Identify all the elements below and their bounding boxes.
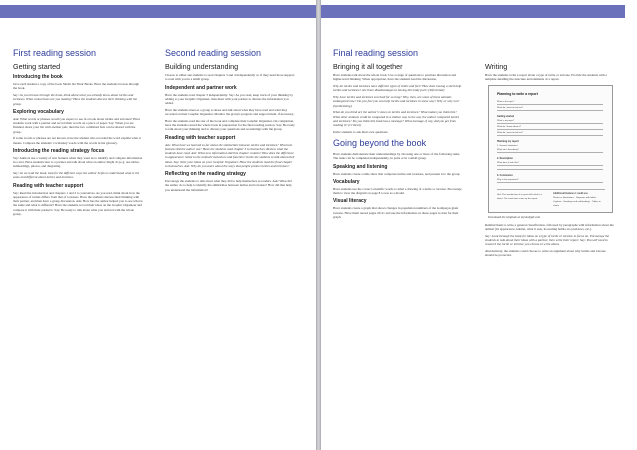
section-heading: Reading with teacher support: [13, 182, 84, 189]
form-heading: Planning my report: [497, 139, 519, 143]
column-first-session: [13, 48, 143, 219]
form-features-title: Additional features I could use: [553, 191, 588, 195]
paragraph: Choose to either ask students to read chapters 3 and 4 independently or, if they need more support, to read with you in a small group.: [165, 73, 295, 82]
discussion-question: Why have turtles and tortoises survived for so long? Why, then, are some of these animals endangered now? Do you feel you can help turtles and tortoises in some way? Why or why not? (Synthesizing): [333, 95, 460, 108]
left-page: [0, 0, 316, 450]
form-line: [497, 152, 603, 153]
form-question: Why is this important?: [497, 178, 519, 181]
form-line: [497, 169, 603, 170]
paragraph: Have the students write a report about a type of turtle or tortoise. Provide the students with a template detailing the structure and elements of a report.: [485, 73, 607, 82]
form-footer: [497, 189, 605, 207]
session-title: Second reading session: [165, 48, 262, 58]
section-heading: Reflecting on the reading strategy: [165, 171, 246, 177]
session-title: First reading session: [13, 48, 97, 58]
section-heading: Exploring vocabulary: [13, 108, 64, 115]
form-question: What do I know about it?: [497, 125, 522, 128]
paragraph: Encourage the students to talk about what they did to help themselves as readers. Ask: What did the author do to help to identify the similarities between turtles and tortoises? How did that help you understand the information?: [165, 179, 292, 192]
discussion-question: Why do turtles and tortoises have different types of shells and feet? How does having a shell help turtles and tortoises? Are there disadvantages to having this body part? (Inferential): [333, 84, 462, 93]
paragraph: Have students demonstrate their understandings by choosing one or more of the following tasks. The tasks can be completed independently, in pairs or in a small group.: [333, 152, 461, 161]
paragraph: Ask: What words or phrases would you expect to see in a book about turtles and tortoises? Have students work with a partner and record their words on a piece of paper. Say: When you are finished, share your list with another pair, then the two combined lists can be shared with the group.: [13, 116, 141, 134]
form-question: What am I describing?: [497, 148, 519, 151]
form-line: [497, 135, 603, 136]
section-heading: Vocabulary: [333, 178, 360, 185]
paragraph: Have the students meet as a group to share and talk about what they have read and what they recorded on their Graphic Organizer. Monitor the group's progress and support them, if necessary.: [165, 107, 295, 116]
form-question: What is the topic?: [497, 100, 515, 103]
section-heading: Reading with teacher support: [165, 134, 236, 141]
paragraph: If some words or phrases are not known, have the student who recorded the word explain what it means. Compare the students' vocabulary words with the words in the glossary.: [13, 136, 141, 145]
paragraph: Alternatively, the students could choose to write an argument about why turtles and tortoise should be protected.: [485, 249, 606, 258]
paragraph: Say: Look through the book for ideas on a type of turtle or tortoise to focus on. Encourage the students to talk about their ideas with a partner, then write their report. Say: You will need to research the turtle or tortoise you choose to write about.: [485, 233, 610, 247]
template-caption: Download the template at mystudypit.com: [488, 214, 541, 219]
paragraph: Ask: What have we learned so far about the similarities between turtles and tortoises? What text features did the author use? Have the students read chapter 3 to themselves. Review what the students have read. Ask: What new information did this chapter contain? How does the difference in appearance relate to the animals' behaviors and function? Invite the students to talk about their ideas. Say: Note your ideas on your Graphic Organizer. Have the students read the final chapter to themselves. Ask: Why do you learn about the ways that people protect turtles and tortoises?: [165, 142, 295, 168]
paragraph: Say: As we read the book, look for the different ways the author helps us understand what is the same and different about turtles and tortoises.: [13, 171, 140, 180]
form-question: 1. General statement: [497, 144, 518, 147]
paragraph: Remind them to write a general classification, followed by paragraphs with information about the animal (its appearance, habitat, what it eats, its nesting habits, its predators, etc.).: [485, 222, 614, 231]
paragraph: Have students talk about the whole book. Use a range of questions to promote discussion and higher-level thinking. When appropriate, have the students lead the discussion.: [333, 73, 457, 82]
form-question: What is my topic?: [497, 119, 515, 122]
form-hint: Hint: The introduction of a report tells what it is about. The conclusion sums up the report.: [497, 193, 542, 200]
session-title: Final reading session: [333, 48, 419, 58]
form-heading: 2. Description: [497, 156, 513, 160]
form-line: [497, 104, 603, 105]
form-question: What does it look like?: [497, 161, 519, 164]
section-heading: Speaking and listening: [333, 163, 388, 170]
session-title: Going beyond the book: [333, 138, 427, 148]
paragraph: Invite students to ask their own questions.: [333, 129, 389, 134]
discussion-question: What do you think are the author's views on turtles and tortoises? What makes you think this? What other animals could be compared in a similar way to the way the author compared turtles and tortoises? Do you think this book has a message? What message, if any, did you get from reading it? (Critical): [333, 110, 460, 127]
column-writing: [485, 62, 615, 260]
paragraph: Have the students read chapter 3 independently. Say: As you read, keep track of your thinking by adding to your Graphic Organizer, then meet with your partner to discuss the information you added.: [165, 92, 293, 105]
form-question: What do I want to find out?: [497, 106, 524, 109]
header-band: [321, 5, 625, 18]
form-heading: Getting started: [497, 114, 515, 118]
section-heading: Visual literacy: [333, 198, 367, 205]
form-line: [497, 165, 603, 166]
paragraph: Say: Read the introduction and chapters 1 and 2 to yourselves. As you read, think about how the appearance of turtles differs from that of tortoises. Have the students discuss their thinking with their partner, and then have a group discussion. Ask: How has the author helped you to see what is the same and what is different? Have the students record their ideas on the Graphic Organizer and compare it with their partner's. Say: Be ready to talk about what you noticed with the whole group.: [13, 190, 143, 216]
paragraph: Say: As you browse through the book, think about what you already know about turtles and tortoises. What connections are you making? Have the students discuss their thinking with the group.: [13, 93, 138, 106]
form-line: [497, 182, 603, 183]
paragraph: Have students create a slide show that compares turtles and tortoises, and present it to the group.: [333, 171, 461, 176]
report-template-thumbnail: [488, 85, 613, 213]
form-title: Planning to write a report: [497, 91, 538, 96]
form-question: What do I want to find out?: [497, 131, 524, 134]
form-line: [497, 110, 603, 111]
form-features-list: Photos or illustrations · Diagrams with labels · Captions · Headings and subheadings · Tables or charts: [553, 196, 601, 208]
form-heading: 3. Conclusion: [497, 173, 513, 177]
paragraph: Have the students read the rest of the book and complete their Graphic Organizer. On completion, have the students reread the whole book in preparation for the final reading session. Say: Be ready to talk about your thinking and to discuss your questions and wonderings with the group.: [165, 118, 295, 132]
column-final-session: [333, 48, 463, 222]
form-features: [553, 192, 605, 209]
paragraph: Have students use the correct scientific words to label a drawing of a turtle or tortoise. Encourage them to view the diagram on page 8 to use as a model.: [333, 186, 462, 195]
section-heading: Introducing the book: [13, 74, 63, 80]
section-heading: Independent and partner work: [165, 84, 237, 91]
section-heading: Introducing the reading strategy focus: [13, 147, 105, 154]
paragraph: Have students create a graph that shows changes in population numbers of the Galápagos giant tortoise. Have them reread pages 20-21 and use the information on those pages as data for their graph.: [333, 206, 459, 219]
column-second-session: [165, 48, 295, 194]
right-page: [321, 0, 637, 450]
paragraph: Say: Authors use a variety of text features when they want us to identify and compare information in a text. Have students turn to a partner and talk about what an author might do (e.g. use tables, subheadings, photos, and diagrams).: [13, 155, 143, 169]
section-subtitle: Writing: [485, 62, 508, 71]
section-subtitle: Getting started: [13, 62, 61, 71]
paragraph: Give each student a copy of the book Shells On Their Backs. Have the students browse through the book.: [13, 82, 140, 91]
form-line: [497, 123, 603, 124]
form-line: [497, 129, 603, 130]
header-band: [0, 5, 316, 18]
section-subtitle: Building understanding: [165, 62, 239, 71]
section-subtitle: Bringing it all together: [333, 62, 403, 71]
